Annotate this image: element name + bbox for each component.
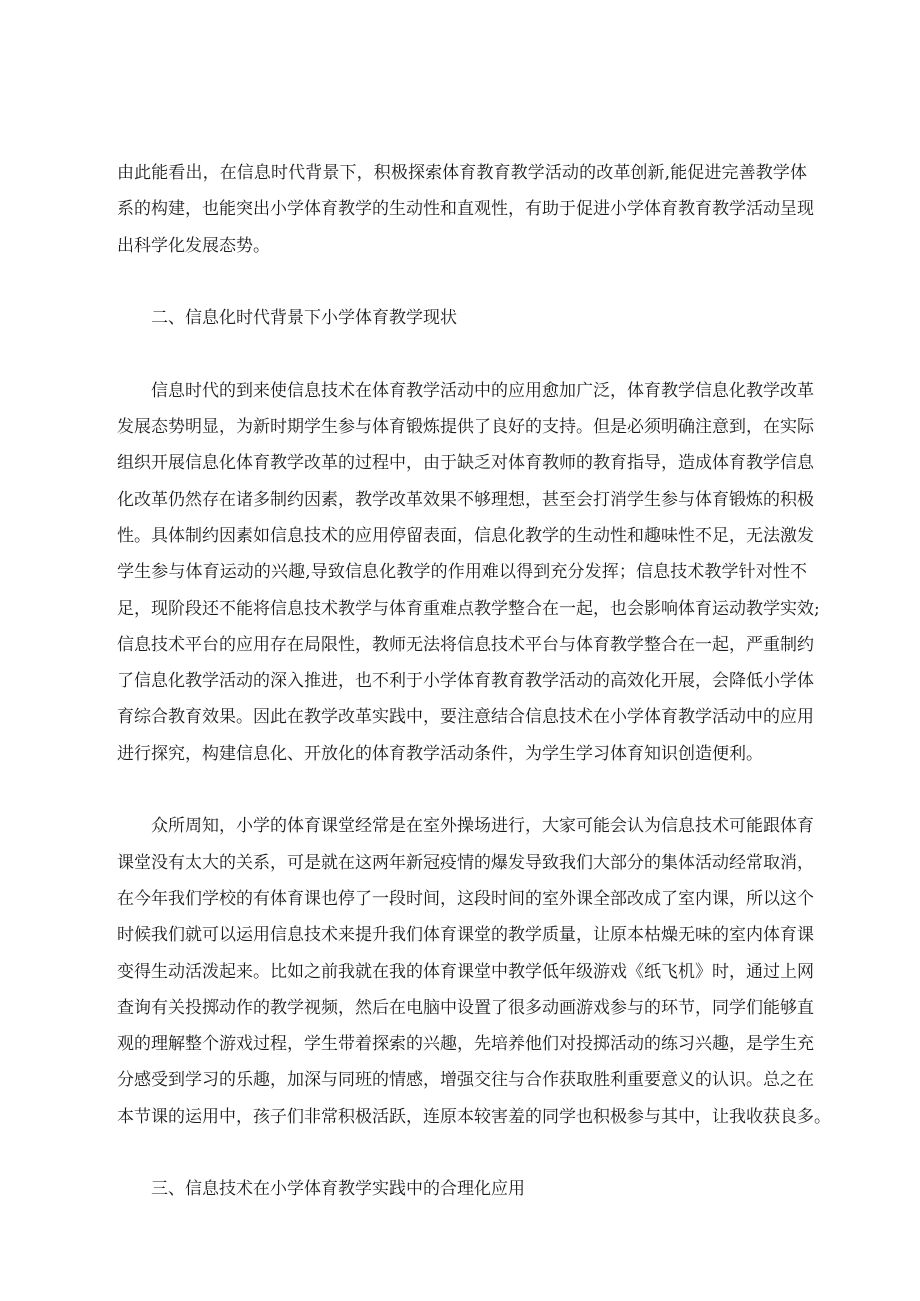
paragraph (117, 808, 831, 1135)
text-line: 系的构建，也能突出小学体育教学的生动性和直观性，有助于促进小学体育教育教学活动呈现 (117, 199, 814, 220)
text-line: 性。具体制约因素如信息技术的应用停留表面，信息化教学的生动性和趣味性不足，无法激发 (117, 525, 814, 546)
text-line: 组织开展信息化体育教学改革的过程中，由于缺乏对体育教师的教育指导，造成体育教学信息 (117, 453, 814, 474)
text-line: 育综合教育效果。因此在教学改革实践中，要注意结合信息技术在小学体育教学活动中的应用 (117, 707, 814, 728)
paragraph (117, 373, 820, 772)
text-line: 发展态势明显，为新时期学生参与体育锻炼提供了良好的支持。但是必须明确注意到，在实际 (117, 417, 814, 438)
text-line: 出科学化发展态势。 (117, 235, 270, 256)
text-line: 变得生动活泼起来。比如之前我就在我的体育课堂中教学低年级游戏《纸飞机》时，通过上网 (117, 961, 814, 982)
text-line: 时候我们就可以运用信息技术来提升我们体育课堂的教学质量，让原本枯燥无味的室内体育课 (117, 925, 814, 946)
text-line: 化改革仍然存在诸多制约因素，教学改革效果不够理想，甚至会打消学生参与体育锻炼的积极 (117, 489, 814, 510)
section-heading: 二、信息化时代背景下小学体育教学现状 (151, 308, 457, 329)
text-line: 学生参与体育运动的兴趣,导致信息化教学的作用难以得到充分发挥；信息技术教学针对性不 (117, 562, 807, 583)
text-line: 了信息化教学活动的深入推进，也不利于小学体育教育教学活动的高效化开展，会降低小学体 (117, 671, 814, 692)
text-line: 分感受到学习的乐趣，加深与同班的情感，增强交往与合作获取胜利重要意义的认识。总之在 (117, 1070, 814, 1091)
section-heading: 三、信息技术在小学体育教学实践中的合理化应用 (151, 1179, 525, 1200)
text-line: 由此能看出，在信息时代背景下，积极探索体育教育教学活动的改革创新,能促进完善教学体 (117, 163, 807, 183)
text-line: 课堂没有太大的关系，可是就在这两年新冠疫情的爆发导致我们大部分的集体活动经常取消， (117, 852, 814, 873)
text-line: 众所周知，小学的体育课堂经常是在室外操场进行，大家可能会认为信息技术可能跟体育 (151, 816, 814, 837)
text-line: 足，现阶段还不能将信息技术教学与体育重难点教学整合在一起，也会影响体育运动教学实效; (117, 598, 820, 619)
document-body (117, 155, 831, 1208)
text-line: 本节课的运用中，孩子们非常积极活跃，连原本较害羞的同学也积极参与其中，让我收获良多。 (117, 1106, 831, 1127)
text-line: 查询有关投掷动作的教学视频，然后在电脑中设置了很多动画游戏参与的环节，同学们能够直 (117, 997, 814, 1018)
text-line: 在今年我们学校的有体育课也停了一段时间，这段时间的室外课全部改成了室内课，所以这个 (117, 888, 814, 909)
text-line: 观的理解整个游戏过程，学生带着探索的兴趣，先培养他们对投掷活动的练习兴趣，是学生充 (117, 1034, 814, 1055)
text-line: 信息时代的到来使信息技术在体育教学活动中的应用愈加广泛，体育教学信息化教学改革 (151, 380, 814, 401)
paragraph (117, 155, 814, 264)
text-line: 进行探究，构建信息化、开放化的体育教学活动条件，为学生学习体育知识创造便利。 (117, 743, 763, 764)
text-line: 信息技术平台的应用存在局限性，教师无法将信息技术平台与体育教学整合在一起，严重制约 (117, 634, 814, 655)
